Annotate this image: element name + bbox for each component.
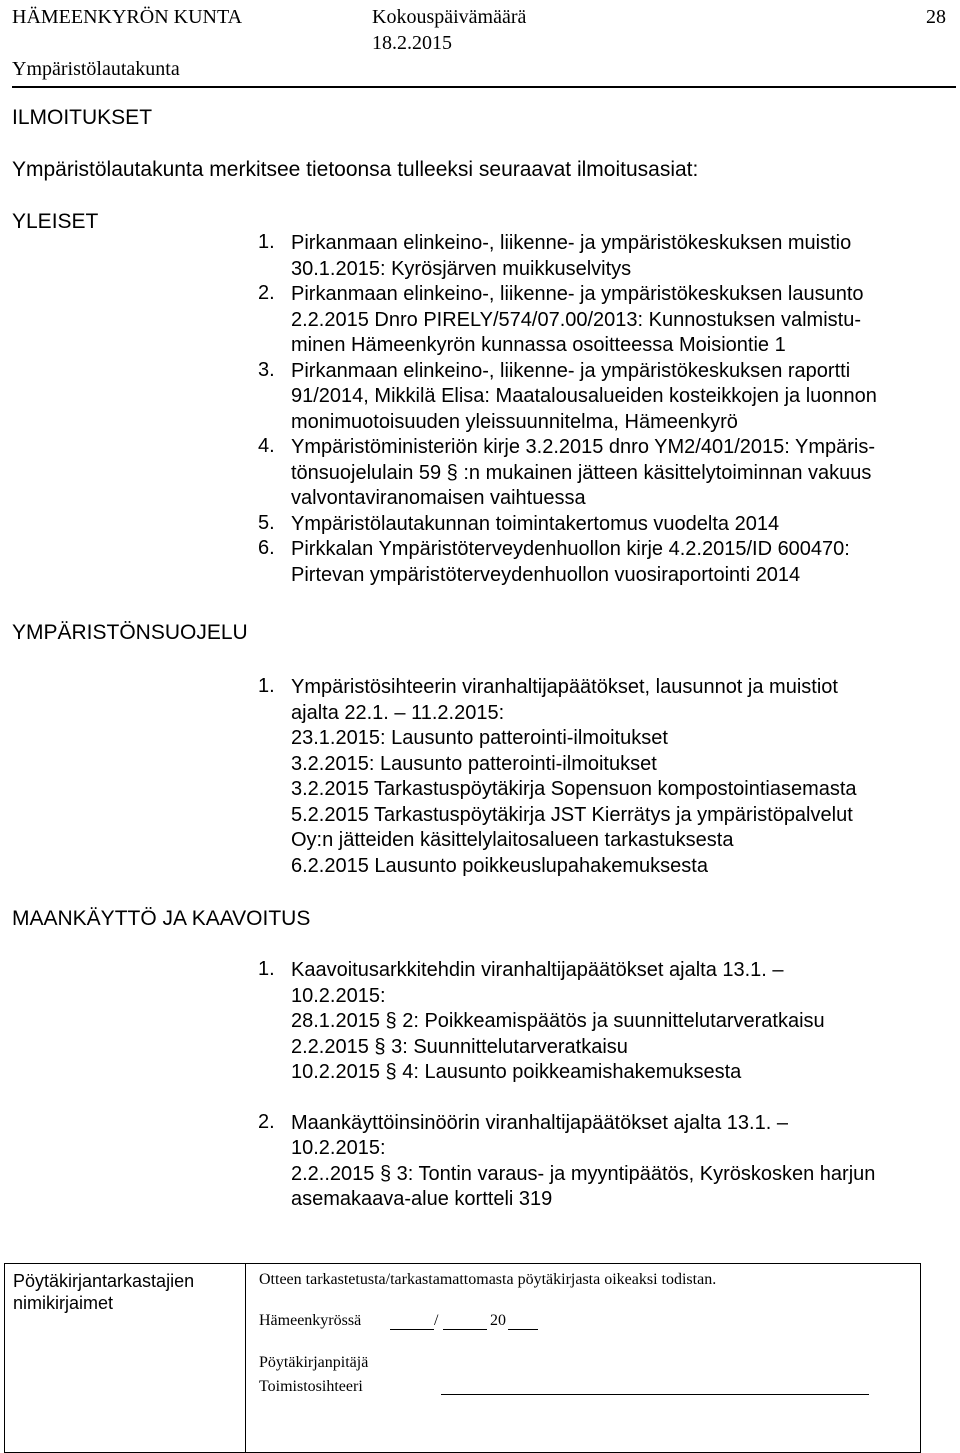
list-item-line: minen Hämeenkyrön kunnassa osoitteessa Moisiontie 1 — [291, 334, 786, 356]
keeper-role: Toimistosihteeri — [259, 1378, 363, 1395]
list-item — [0, 675, 960, 879]
list-item-line: 30.1.2015: Kyrösjärven muikkuselvitys — [291, 257, 632, 280]
list-item-number: 6. — [258, 537, 275, 559]
list-item-number: 2. — [258, 282, 275, 304]
list-item-line: Pirkanmaan elinkeino-, liikenne- ja ympäristökeskuksen raportti — [291, 359, 851, 382]
list-item-line: 10.2.2015 § 4: Lausunto poikkeamishakemuksesta — [291, 1061, 742, 1083]
list-item — [0, 512, 960, 538]
list-item-number: 1. — [258, 675, 275, 697]
ymparistonsuojelu-list — [0, 675, 960, 879]
list-item-line: asemakaava-alue kortteli 319 — [291, 1188, 553, 1210]
list-item-line: 6.2.2015 Lausunto poikkeuslupahakemuksesta — [291, 854, 708, 877]
list-item-line: tönsuojelulain 59 § :n mukainen jätteen käsittelytoiminnan vakuus — [291, 461, 872, 484]
list-item — [0, 1111, 960, 1213]
place-label: Hämeenkyrössä — [259, 1312, 362, 1329]
initials-label-line1: Pöytäkirjantarkastajien — [13, 1271, 195, 1291]
list-item-line: 3.2.2015: Lausunto patterointi-ilmoitukset — [291, 752, 657, 775]
list-item — [0, 537, 960, 588]
list-item-line: 3.2.2015 Tarkastuspöytäkirja Sopensuon kompostointiasemasta — [291, 778, 857, 800]
list-item-line: 2.2.2015 Dnro PIRELY/574/07.00/2013: Kunnostuksen valmistu- — [291, 308, 861, 331]
list-item-line: Oy:n jätteiden käsittelylaitosalueen tarkastuksesta — [291, 829, 734, 851]
section-heading-maankaytto: MAANKÄYTTÖ JA KAAVOITUS — [12, 907, 311, 930]
section-heading-yleiset: YLEISET — [12, 210, 99, 233]
meeting-date: 18.2.2015 — [372, 32, 452, 54]
board-name: Ympäristölautakunta — [12, 58, 180, 80]
day-blank — [390, 1329, 434, 1330]
section-heading-ymparistonsuojelu: YMPÄRISTÖNSUOJELU — [12, 621, 248, 644]
list-item-number: 1. — [258, 231, 275, 253]
list-item-number: 2. — [258, 1110, 275, 1133]
list-item-line: Maankäyttöinsinöörin viranhaltijapäätökset ajalta 13.1. – — [291, 1111, 788, 1134]
header-rule — [12, 86, 956, 88]
year-prefix: 20 — [490, 1312, 506, 1329]
list-item — [0, 359, 960, 436]
list-item-number: 1. — [258, 958, 275, 980]
yleiset-list — [0, 231, 960, 588]
list-item-line: ajalta 22.1. – 11.2.2015: — [291, 701, 505, 724]
list-item-line: Pirtevan ympäristöterveydenhuollon vuosiraportointi 2014 — [291, 563, 801, 586]
list-item-line: valvontaviranomaisen vaihtuessa — [291, 487, 586, 509]
list-item-line: 5.2.2015 Tarkastuspöytäkirja JST Kierrätys ja ympäristöpalvelut — [291, 803, 853, 826]
footer — [0, 1263, 960, 1453]
list-item-line: Pirkanmaan elinkeino-, liikenne- ja ympäristökeskuksen lausunto — [291, 283, 864, 305]
meeting-date-label: Kokouspäivämäärä — [372, 6, 527, 28]
list-item — [0, 958, 960, 1086]
list-item-line: 10.2.2015: — [291, 1137, 386, 1159]
list-item-number: 3. — [258, 358, 275, 381]
list-item-text — [291, 282, 953, 359]
year-blank — [508, 1329, 538, 1330]
date-separator: / — [434, 1312, 439, 1329]
list-item-line: 28.1.2015 § 2: Poikkeamispäätös ja suunnittelutarveratkaisu — [291, 1010, 825, 1032]
list-item — [0, 282, 960, 359]
list-item-line: 91/2014, Mikkilä Elisa: Maatalousalueiden kosteikkojen ja luonnon — [291, 385, 877, 407]
list-item-text — [291, 512, 953, 538]
list-item — [0, 435, 960, 512]
list-item-text — [291, 435, 953, 512]
list-item-line: Kaavoitusarkkitehdin viranhaltijapäätökset ajalta 13.1. – — [291, 959, 784, 981]
list-item-text — [291, 675, 953, 879]
list-item-line: Pirkkalan Ympäristöterveydenhuollon kirje 4.2.2015/ID 600470: — [291, 538, 850, 560]
list-item-line: monimuotoisuuden yleissuunnitelma, Hämeenkyrö — [291, 410, 738, 433]
list-item-line: 10.2.2015: — [291, 984, 386, 1007]
list-item-text — [291, 958, 953, 1086]
list-item-line: 2.2.2015 § 3: Suunnittelutarveratkaisu — [291, 1035, 628, 1058]
keeper-title: Pöytäkirjanpitäjä — [259, 1354, 369, 1371]
list-item — [0, 231, 960, 282]
month-blank — [443, 1329, 487, 1330]
maankaytto-list — [0, 958, 960, 1213]
list-item-number: 4. — [258, 435, 275, 457]
page-number: 28 — [926, 6, 946, 28]
intro-text: Ympäristölautakunta merkitsee tietoonsa tulleeksi seuraavat ilmoitusasiat: — [12, 158, 699, 181]
page-title: ILMOITUKSET — [12, 106, 153, 129]
list-item-text — [291, 359, 953, 436]
org-name: HÄMEENKYRÖN KUNTA — [12, 6, 243, 28]
list-item-line: Ympäristöministeriön kirje 3.2.2015 dnro YM2/401/2015: Ympäris- — [291, 436, 876, 458]
initials-label-line2: nimikirjaimet — [13, 1293, 114, 1313]
initials-box — [4, 1263, 246, 1453]
list-item-line: 2.2..2015 § 3: Tontin varaus- ja myyntipäätös, Kyröskosken harjun — [291, 1162, 876, 1185]
list-item-line: Ympäristölautakunnan toimintakertomus vuodelta 2014 — [291, 512, 780, 535]
list-item-text — [291, 537, 953, 588]
list-item-text — [291, 231, 953, 282]
list-item-line: Ympäristösihteerin viranhaltijapäätökset, lausunnot ja muistiot — [291, 676, 838, 698]
list-item-number: 5. — [258, 511, 275, 534]
certification-text: Otteen tarkastetusta/tarkastamattomasta pöytäkirjasta oikeaksi todistan. — [259, 1271, 717, 1288]
list-item-text — [291, 1111, 953, 1213]
certification-box — [245, 1263, 921, 1453]
list-item-line: Pirkanmaan elinkeino-, liikenne- ja ympäristökeskuksen muistio — [291, 232, 852, 254]
signature-line — [441, 1394, 869, 1395]
list-item-line: 23.1.2015: Lausunto patterointi-ilmoitukset — [291, 727, 668, 749]
